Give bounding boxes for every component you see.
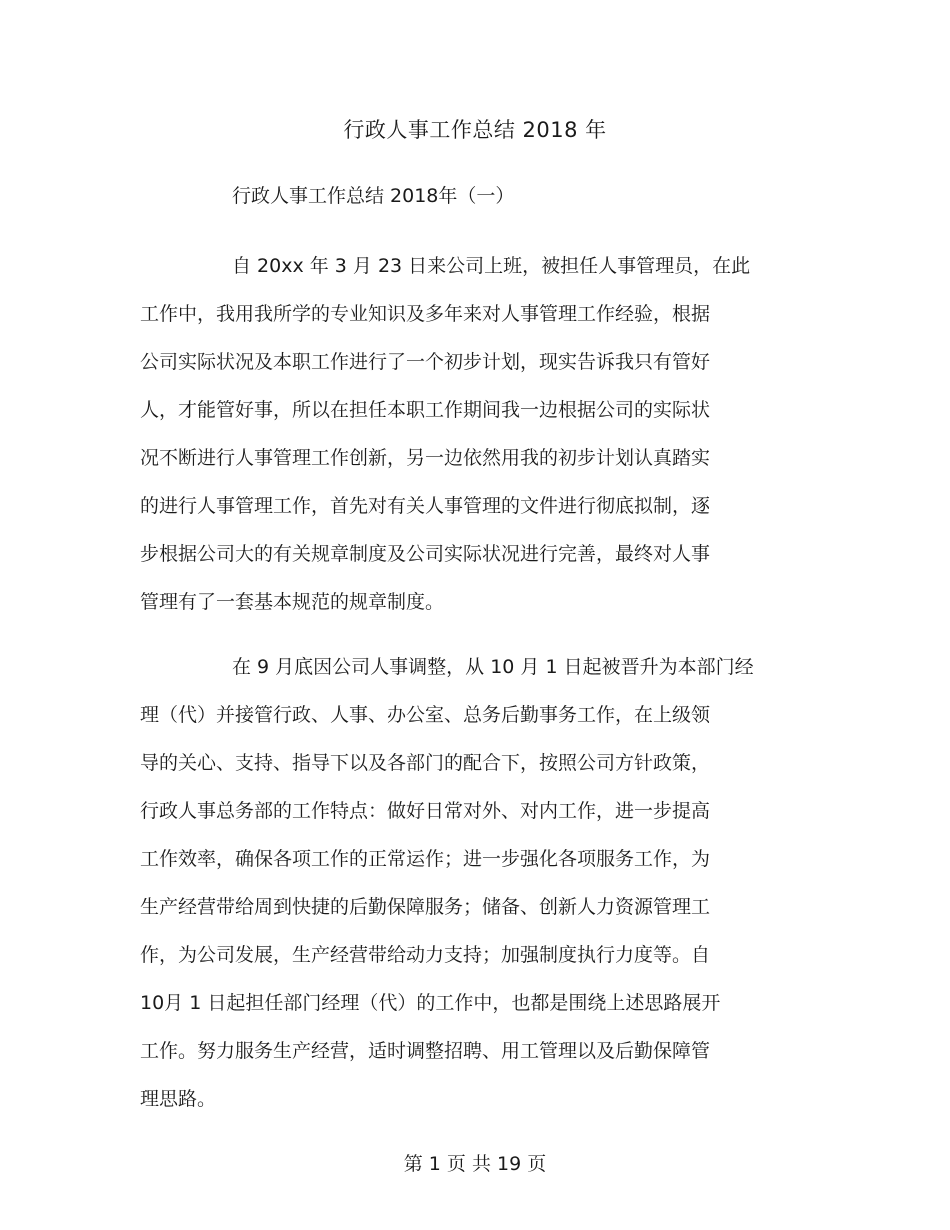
paragraph-line: 行政人事总务部的工作特点：做好日常对外、对内工作，进一步提高 <box>140 800 711 822</box>
paragraph-line: 工作中，我用我所学的专业知识及多年来对人事管理工作经验，根据 <box>140 303 711 325</box>
paragraph-line: 自 20xx 年 3 月 23 日来公司上班，被担任人事管理员，在此 <box>232 255 751 277</box>
paragraph-line: 作，为公司发展，生产经营带给动力支持；加强制度执行力度等。自 <box>140 944 711 966</box>
paragraph-line: 步根据公司大的有关规章制度及公司实际状况进行完善，最终对人事 <box>140 543 711 565</box>
paragraph-1 <box>140 250 800 634</box>
paragraph-line: 理思路。 <box>140 1088 217 1110</box>
section-heading: 行政人事工作总结 2018年（一） <box>232 185 515 207</box>
paragraph-line: 生产经营带给周到快捷的后勤保障服务；储备、创新人力资源管理工 <box>140 896 711 918</box>
paragraph-line: 况不断进行人事管理工作创新，另一边依然用我的初步计划认真踏实 <box>140 447 711 469</box>
paragraph-line: 工作。努力服务生产经营，适时调整招聘、用工管理以及后勤保障管 <box>140 1040 711 1062</box>
paragraph-line: 管理有了一套基本规范的规章制度。 <box>140 591 445 613</box>
page-number-footer: 第 1 页 共 19 页 <box>403 1153 547 1175</box>
paragraph-line: 工作效率，确保各项工作的正常运作；进一步强化各项服务工作，为 <box>140 848 711 870</box>
paragraph-line: 导的关心、支持、指导下以及各部门的配合下，按照公司方针政策， <box>140 752 711 774</box>
paragraph-line: 10月 1 日起担任部门经理（代）的工作中，也都是围绕上述思路展开 <box>140 992 721 1014</box>
paragraph-line: 在 9 月底因公司人事调整，从 10 月 1 日起被晋升为本部门经 <box>232 656 754 678</box>
paragraph-line: 公司实际状况及本职工作进行了一个初步计划，现实告诉我只有管好 <box>140 351 711 373</box>
page-title: 行政人事工作总结 2018 年 <box>343 118 607 142</box>
paragraph-line: 的进行人事管理工作，首先对有关人事管理的文件进行彻底拟制，逐 <box>140 495 711 517</box>
paragraph-2 <box>140 651 800 1131</box>
paragraph-line: 人，才能管好事，所以在担任本职工作期间我一边根据公司的实际状 <box>140 399 711 421</box>
paragraph-line: 理（代）并接管行政、人事、办公室、总务后勤事务工作，在上级领 <box>140 704 711 726</box>
